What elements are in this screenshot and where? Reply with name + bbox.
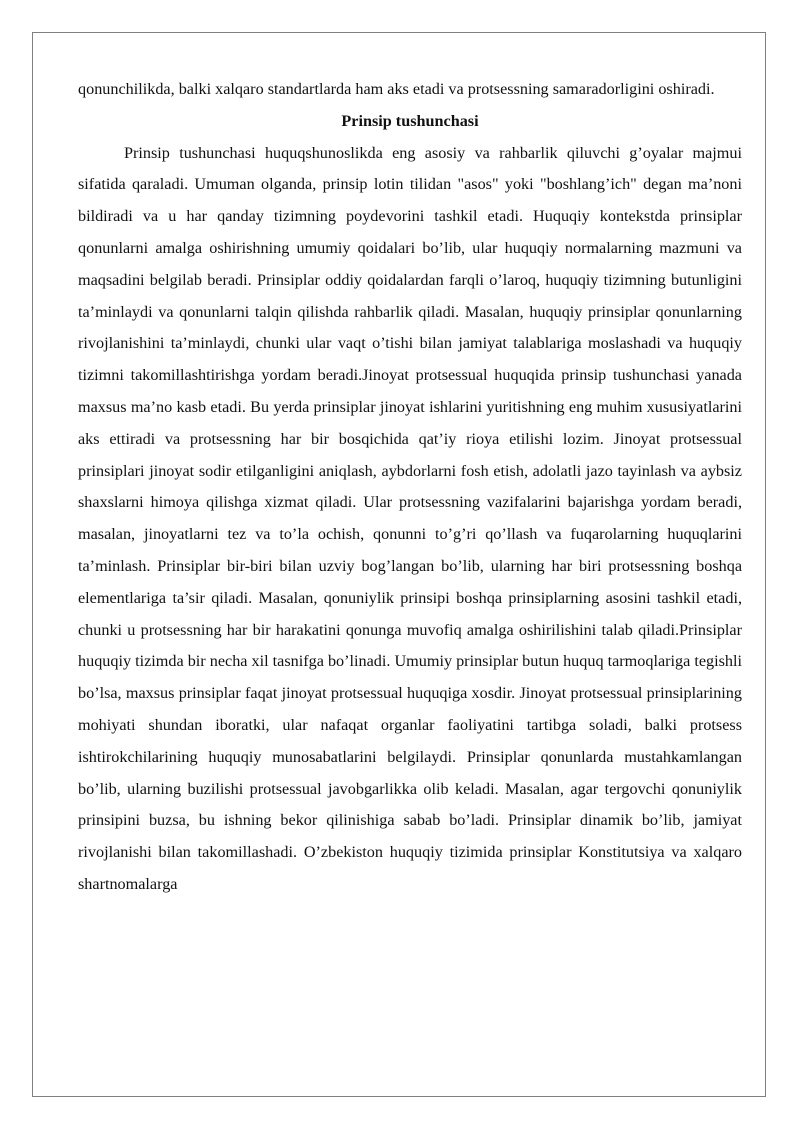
body-paragraph: Prinsip tushunchasi huquqshunoslikda eng asosiy va rahbarlik qiluvchi g’oyalar majmui sifatida qaraladi. Umuman olganda, prinsip lotin tilidan "asos" yoki "boshlang’ich" degan ma’noni bildiradi va u har qanday tizimning poydevorini tashkil etadi. Huquqiy kontekstda prinsiplar qonunlarni amalga oshirishning umumiy qoidalari bo’lib, ular huquqiy normalarning mazmuni va maqsadini belgilab beradi. Prinsiplar oddiy qoidalardan farqli o’laroq, huquqiy tizimning butunligini ta’minlaydi va qonunlarni talqin qilishda rahbarlik qiladi. Masalan, huquqiy prinsiplar qonunlarning rivojlanishini ta’minlaydi, chunki ular vaqt o’tishi bilan jamiyat talablariga moslashadi va huquqiy tizimni takomillashtirishga yordam beradi.Jinoyat protsessual huquqida prinsip tushunchasi yanada maxsus ma’no kasb etadi. Bu yerda prinsiplar jinoyat ishlarini yuritishning eng muhim xususiyatlarini aks ettiradi va protsessning har bir bosqichida qat’iy rioya etilishi lozim. Jinoyat protsessual prinsiplari jinoyat sodir etilganligini aniqlash, aybdorlarni fosh etish, adolatli jazo tayinlash va aybsiz shaxslarni himoya qilishga xizmat qiladi. Ular protsessning vazifalarini bajarishga yordam beradi, masalan, jinoyatlarni tez va to’la ochish, qonunni to’g’ri qo’llash va fuqarolarning huquqlarini ta’minlash. Prinsiplar bir-biri bilan uzviy bog’langan bo’lib, ularning har biri protsessning boshqa elementlariga ta’sir qiladi. Masalan, qonuniylik prinsipi boshqa prinsiplarning asosini tashkil etadi, chunki u protsessning har bir harakatini qonunga muvofiq amalga oshirilishini talab qiladi.Prinsiplar huquqiy tizimda bir necha xil tasnifga bo’linadi. Umumiy prinsiplar butun huquq tarmoqlariga tegishli bo’lsa, maxsus prinsiplar faqat jinoyat protsessual huquqiga xosdir. Jinoyat protsessual prinsiplarining mohiyati shundan iboratki, ular nafaqat organlar faoliyatini tartibga soladi, balki protsess ishtirokchilarining huquqiy munosabatlarini belgilaydi. Prinsiplar qonunlarda mustahkamlangan bo’lib, ularning buzilishi protsessual javobgarlikka olib keladi. Masalan, agar tergovchi qonuniylik prinsipini buzsa, bu ishning bekor qilinishiga sabab bo’ladi. Prinsiplar dinamik bo’lib, jamiyat rivojlanishi bilan takomillashadi. O’zbekiston huquqiy tizimida prinsiplar Konstitutsiya va xalqaro shartnomalarga bbox=[78, 143, 743, 893]
document-body bbox=[78, 74, 742, 901]
section-heading: Prinsip tushunchasi bbox=[341, 111, 479, 130]
intro-paragraph: qonunchilikda, balki xalqaro standartlarda ham aks etadi va protsessning samaradorligini oshiradi. bbox=[78, 80, 715, 98]
